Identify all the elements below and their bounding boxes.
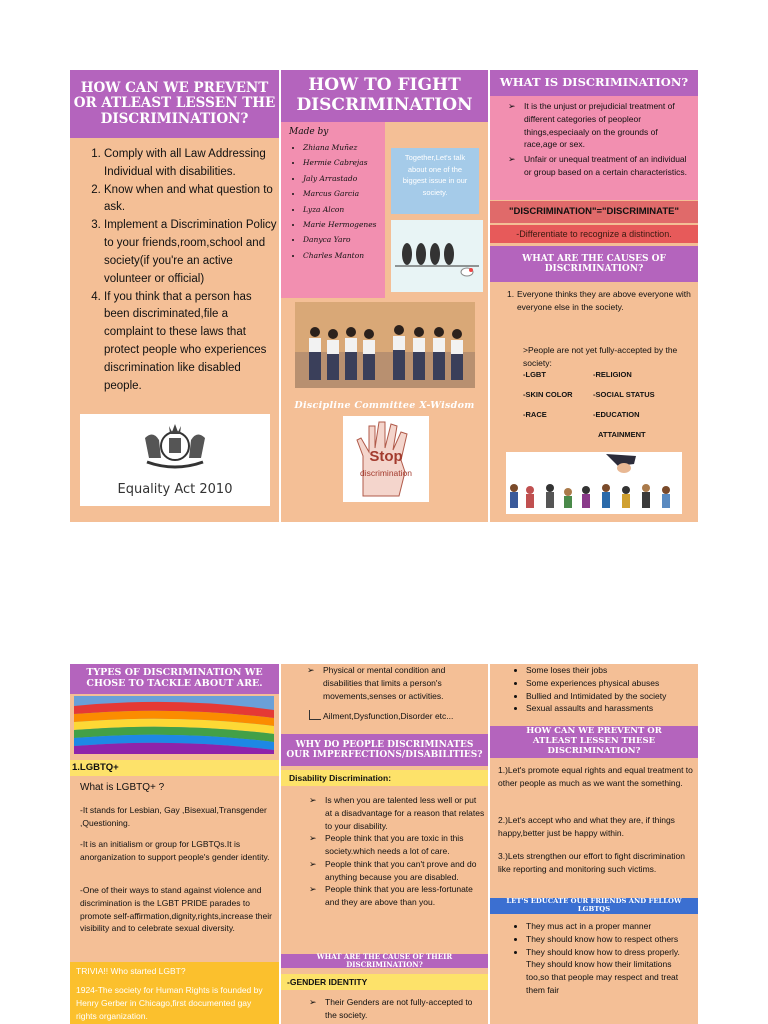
- prevention-item: 4. If you think that a person has been discriminated,file a complaint to these laws that protect people who experiences discrimination like disabled people.: [104, 289, 279, 396]
- educate-heading: LET'S EDUCATE OUR FRIENDS AND FELLOW LGBTQS: [490, 898, 698, 914]
- lgbtq-para-3: -One of their ways to stand against violence and discrimination is the LGBT PRIDE parades to promote self-affirmation,dignity,rights,increase their visibility and to celebrate sexual diversity.: [80, 885, 272, 934]
- equality-act-image: [80, 414, 270, 506]
- p2-col1: [70, 664, 279, 1024]
- trivia-box: [70, 962, 279, 1024]
- arrow-connector-icon: [309, 710, 321, 720]
- effect-item: • Bullied and Intimidated by the society: [526, 690, 694, 703]
- definition-item: ➢ Unfair or unequal treatment of an individual or group based on a certain characteristics.: [508, 153, 690, 179]
- birds-on-wire-icon: [391, 220, 483, 292]
- gender-list: [309, 996, 485, 1022]
- group-photo-icon: [295, 302, 475, 388]
- author-name: • Marie Hermogenes: [303, 217, 385, 232]
- equation-banner: "DISCRIMINATION"="DISCRIMINATE": [490, 201, 698, 223]
- students-photo: [295, 302, 475, 388]
- why-heading: WHY DO PEOPLE DISCRIMINATES OUR IMPERFECTIONS/DISABILITIES?: [281, 734, 488, 766]
- p1-col1: [70, 70, 279, 522]
- differentiate-banner: -Differentiate to recognize a distinction.: [490, 225, 698, 243]
- birds-image: [391, 220, 483, 292]
- author-name: • Lyza Alcon: [303, 202, 385, 217]
- reason-item: ➢ Is when you are talented less well or put at a disadvantage for a reason that relates to your disability.: [309, 794, 485, 832]
- p1-col3: [490, 70, 698, 522]
- p1-col2: [281, 70, 488, 522]
- causes-grid: -LGBT -RELIGION -SKIN COLOR -SOCIAL STATUS -RACE -EDUCATION ATTAINMENT: [523, 370, 655, 439]
- author-name: • Marcus Garcia: [303, 186, 385, 201]
- educate-item: • They mus act in a proper manner: [526, 920, 694, 933]
- reason-item: ➢ People think that you can't prove and do anything because you are disabled.: [309, 858, 485, 884]
- educate-item: They should know how their limitations too,so that people may respect and treat them fair: [526, 959, 679, 995]
- lgbtq-para-1: -It stands for Lesbian, Gay ,Bisexual,Transgender ,Questioning.: [80, 805, 267, 828]
- step-3: 3.)Lets strengthen our effort to fight discrimination like reporting and monitoring such victims.: [498, 851, 685, 874]
- gender-identity-label: -GENDER IDENTITY: [281, 974, 488, 990]
- causes-heading: WHAT ARE THE CAUSES OF DISCRIMINATION?: [490, 246, 698, 282]
- author-name: • Danyca Yaro: [303, 232, 385, 247]
- authors-box: [281, 122, 385, 298]
- prevention-item: 1. Comply with all Law Addressing Individual with disabilities.: [104, 146, 279, 182]
- gender-item: ➢ Their Genders are not fully-accepted to the society.: [309, 996, 485, 1022]
- definitions-box: [490, 96, 698, 200]
- together-box: Together,Let's talk about one of the biggest issue in our society.: [391, 148, 479, 214]
- disability-definition: [307, 664, 483, 702]
- lgbtq-label: 1.LGBTQ+: [70, 760, 279, 776]
- author-name: • Zhiana Muñez: [303, 140, 385, 155]
- prevention-list: [88, 146, 279, 395]
- effect-item: • Some loses their jobs: [526, 664, 694, 677]
- cause-heading: WHAT ARE THE CAUSE OF THEIR DISCRIMINATION?: [281, 954, 488, 968]
- rainbow-flag-icon: [74, 696, 274, 754]
- prevention-item: 3. Implement a Discrimination Policy to your friends,room,school and society(if you're an active volunteer or official): [104, 217, 279, 288]
- cause-2: >People are not yet fully-accepted by the society:: [523, 345, 678, 368]
- ailment-line: Ailment,Dysfunction,Disorder etc...: [309, 710, 487, 723]
- author-name: • Charles Manton: [303, 248, 385, 263]
- reason-item: ➢ People think that you are less-fortunate and they are above than you.: [309, 883, 485, 909]
- stop-word: Stop: [369, 448, 403, 465]
- p2-col2: [281, 664, 488, 1024]
- equality-act-caption: Equality Act 2010: [117, 482, 233, 497]
- educate-item: • They should know how to respect others: [526, 933, 694, 946]
- educate-item: • They should know how to dress properly.: [526, 946, 694, 959]
- discrimination-word: discrimination: [360, 468, 412, 478]
- prevention-item: 2. Know when and what question to ask.: [104, 182, 279, 218]
- step-2: 2.)Let's accept who and what they are, if things happy,better just be happy within.: [498, 815, 675, 838]
- crowd-image: [506, 452, 682, 514]
- definitions-list: [508, 100, 690, 179]
- trivia-answer: 1924-The society for Human Rights is founded by Henry Gerber in Chicago,first documented gay rights organization.: [76, 985, 263, 1021]
- types-heading: TYPES OF DISCRIMINATION WE CHOSE TO TACKLE ABOUT ARE.: [70, 664, 279, 694]
- effect-item: • Some experiences physical abuses: [526, 677, 694, 690]
- authors-list: [281, 140, 385, 263]
- lgbtq-para-2: -It is an initialism or group for LGBTQs.It is anorganization to support people's gender identity.: [80, 839, 270, 862]
- disability-bullet: ➢ Physical or mental condition and disabilities that limits a person's movements,senses or activities.: [307, 664, 483, 702]
- lgbtq-question: What is LGBTQ+ ?: [80, 782, 165, 793]
- page-1: [70, 70, 698, 522]
- what-is-heading: WHAT IS DISCRIMINATION?: [490, 70, 698, 96]
- cause-1: 1. Everyone thinks they are above everyone with everyone else in the society.: [507, 289, 691, 312]
- effects-list: [508, 664, 694, 715]
- stop-hand-image: [343, 416, 429, 502]
- author-name: • Hermie Cabrejas: [303, 155, 385, 170]
- author-name: • Jaly Arrastado: [303, 171, 385, 186]
- rainbow-flag-image: [74, 696, 274, 754]
- trivia-question: TRIVIA!! Who started LGBT?: [76, 966, 186, 976]
- page-2: [70, 664, 698, 1024]
- p2-col3: [490, 664, 698, 1024]
- reason-item: ➢ People think that you are toxic in this society.which needs a lot of care.: [309, 832, 485, 858]
- disability-label: Disability Discrimination:: [281, 770, 488, 786]
- prevent-heading: HOW CAN WE PREVENT OR ATLEAST LESSEN THESE DISCRIMINATION?: [490, 726, 698, 758]
- effect-item: • Sexual assaults and harassments: [526, 702, 694, 715]
- committee-caption: Discipline Committee X-Wisdom: [294, 400, 475, 411]
- definition-item: ➢ It is the unjust or prejudicial treatment of different categories of peopleor things,especiaaly on the grounds of race,age or sex.: [508, 100, 690, 151]
- crowd-hand-icon: [506, 452, 682, 514]
- p1-col1-heading: HOW CAN WE PREVENT OR ATLEAST LESSEN THE DISCRIMINATION?: [70, 70, 279, 138]
- brochure-title: HOW TO FIGHT DISCRIMINATION: [281, 70, 488, 122]
- educate-list: [508, 920, 694, 997]
- step-1: 1.)Let's promote equal rights and equal treatment to other people as much as we want the something.: [498, 765, 693, 788]
- made-by-label: Made by: [289, 127, 329, 137]
- royal-crest-icon: [135, 418, 215, 478]
- reasons-list: [309, 794, 485, 909]
